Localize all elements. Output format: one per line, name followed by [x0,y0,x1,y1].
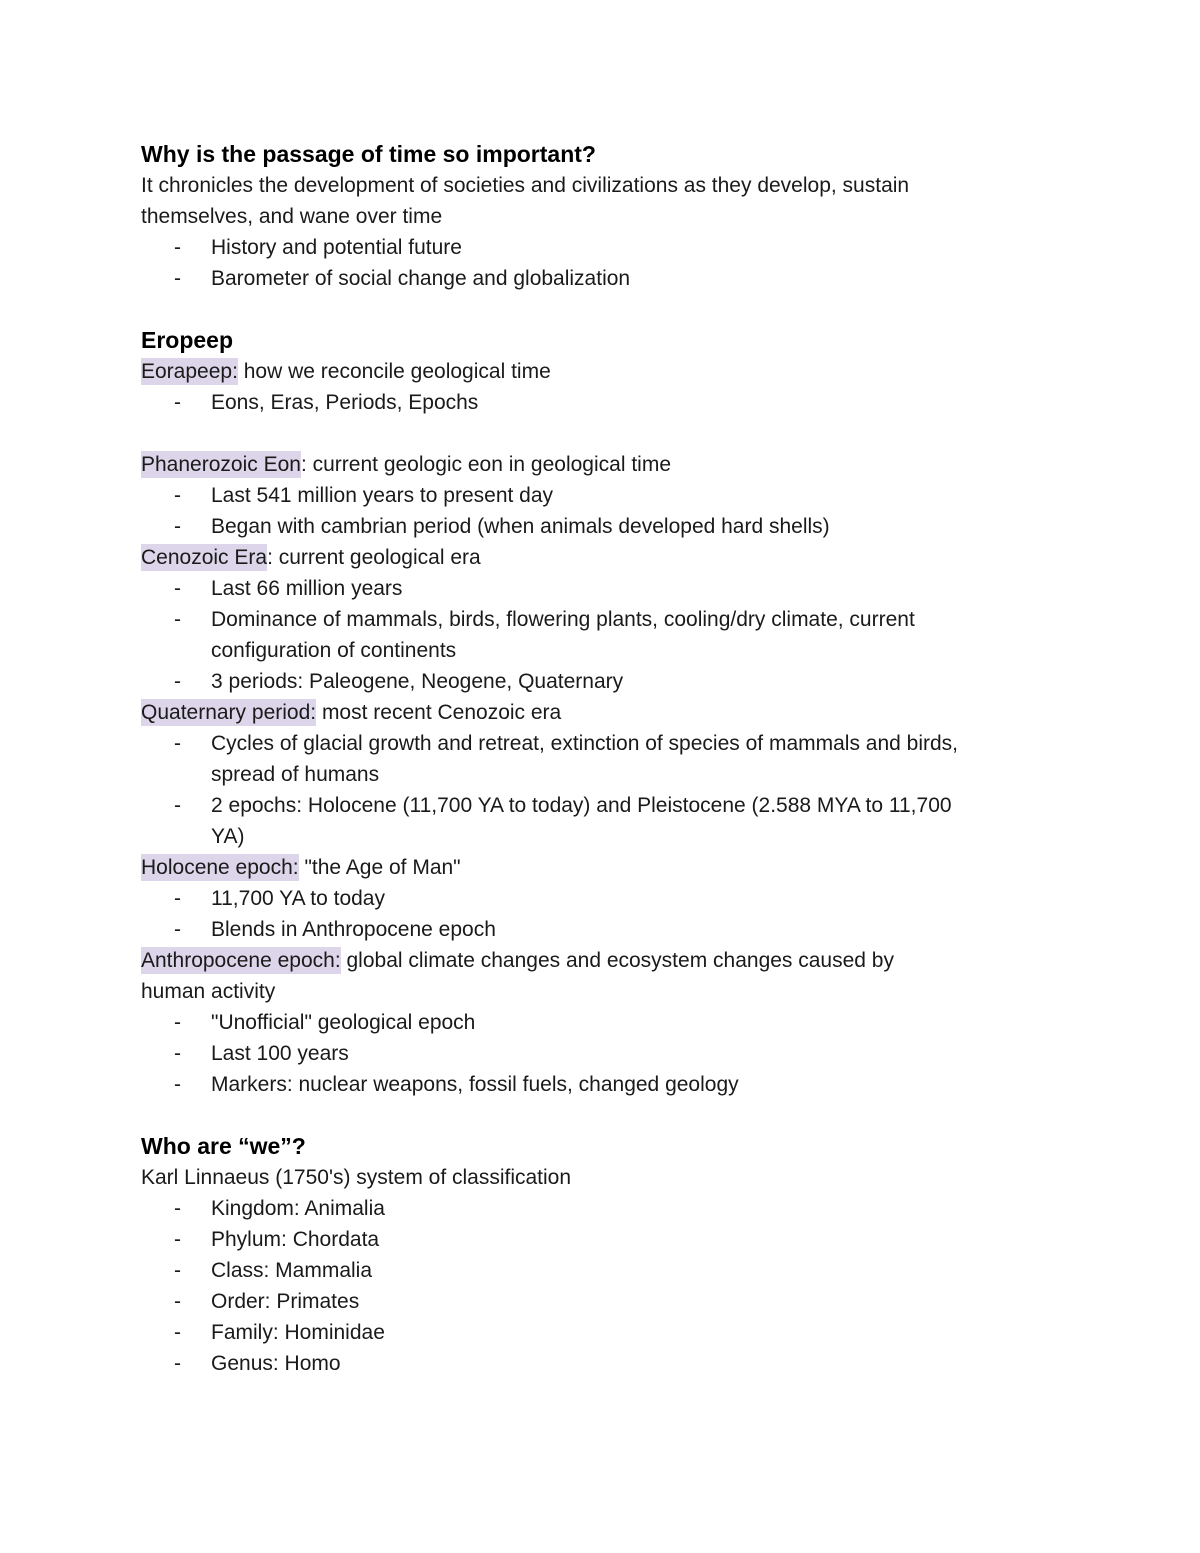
list-item-text: Last 66 million years [211,577,403,600]
bullet-dash: - [174,1011,181,1034]
highlighted-term: Cenozoic Era [141,546,268,569]
blank-line [141,294,1061,325]
list-item-text: Family: Hominidae [211,1321,385,1344]
list-item-text: 11,700 YA to today [211,887,385,910]
highlighted-term: Phanerozoic Eon [141,453,301,476]
list-item [141,604,1061,635]
bullet-dash: - [174,1321,181,1344]
list-item [141,1348,1061,1379]
bullet-dash: - [174,267,181,290]
list-item [141,232,1061,263]
section-heading-passage-of-time: Why is the passage of time so important? [141,141,596,167]
paragraph-line: human activity [141,980,276,1003]
list-item [141,728,1061,759]
bullet-dash: - [174,1042,181,1065]
highlighted-term: Holocene epoch: [141,856,299,879]
bullet-dash: - [174,391,181,414]
list-item-text: "Unofficial" geological epoch [211,1011,476,1034]
bullet-dash: - [174,1197,181,1220]
list-item-text: Barometer of social change and globalization [211,267,631,290]
paragraph-line: themselves, and wane over time [141,205,443,228]
list-item-text: Last 100 years [211,1042,349,1065]
list-item [141,666,1061,697]
definition-text: how we reconcile geological time [237,360,551,383]
bullet-dash: - [174,1352,181,1375]
term-definition [141,449,1061,480]
bullet-dash: - [174,887,181,910]
bullet-dash: - [174,1228,181,1251]
list-item-continuation [141,821,1061,852]
list-item [141,1317,1061,1348]
blank-line [141,418,1061,449]
list-item [141,1286,1061,1317]
definition-text: most recent Cenozoic era [316,701,562,724]
term-definition [141,852,1061,883]
list-item-text: Eons, Eras, Periods, Epochs [211,391,479,414]
bullet-dash: - [174,1290,181,1313]
bullet-dash: - [174,670,181,693]
definition-text: : current geologic eon in geological time [300,453,672,476]
bullet-dash: - [174,577,181,600]
list-item [141,573,1061,604]
list-item-text: 2 epochs: Holocene (11,700 YA to today) and Pleistocene (2.588 MYA to 11,700 [211,794,952,817]
list-item [141,1038,1061,1069]
bullet-dash: - [174,1259,181,1282]
bullet-dash: - [174,732,181,755]
list-item [141,1224,1061,1255]
list-item [141,511,1061,542]
list-item-text: Cycles of glacial growth and retreat, extinction of species of mammals and birds, [211,732,959,755]
list-item [141,914,1061,945]
list-item-text: Kingdom: Animalia [211,1197,385,1220]
definition-text: "the Age of Man" [298,856,461,879]
term-definition [141,542,1061,573]
list-item [141,263,1061,294]
list-item-text: spread of humans [211,763,380,786]
bullet-dash: - [174,794,181,817]
document-page [141,139,1061,1379]
definition-text: global climate changes and ecosystem changes caused by [340,949,894,972]
term-definition [141,697,1061,728]
list-item [141,1255,1061,1286]
list-item-text: YA) [211,825,245,848]
list-item-text: Last 541 million years to present day [211,484,554,507]
term-definition [141,356,1061,387]
bullet-dash: - [174,608,181,631]
list-item-continuation [141,635,1061,666]
highlighted-term: Quaternary period: [141,701,317,724]
term-definition [141,945,1061,976]
definition-text: : current geological era [267,546,481,569]
list-item-text: Order: Primates [211,1290,360,1313]
section-heading-who-are-we: Who are “we”? [141,1133,306,1159]
blank-line [141,1100,1061,1131]
paragraph-line: It chronicles the development of societies and civilizations as they develop, sustain [141,174,910,197]
bullet-dash: - [174,515,181,538]
list-item-text: Phylum: Chordata [211,1228,380,1251]
list-item-text: configuration of continents [211,639,457,662]
list-item-text: History and potential future [211,236,462,259]
list-item-text: Markers: nuclear weapons, fossil fuels, changed geology [211,1073,739,1096]
list-item-continuation [141,759,1061,790]
section-heading-eropeep: Eropeep [141,327,234,353]
paragraph-line: Karl Linnaeus (1750's) system of classification [141,1166,572,1189]
bullet-dash: - [174,1073,181,1096]
list-item-text: 3 periods: Paleogene, Neogene, Quaternary [211,670,624,693]
bullet-dash: - [174,236,181,259]
list-item [141,1007,1061,1038]
list-item-text: Blends in Anthropocene epoch [211,918,496,941]
bullet-dash: - [174,484,181,507]
list-item [141,387,1061,418]
list-item-text: Class: Mammalia [211,1259,373,1282]
highlighted-term: Eorapeep: [141,360,238,383]
list-item [141,790,1061,821]
list-item [141,480,1061,511]
list-item-text: Began with cambrian period (when animals developed hard shells) [211,515,830,538]
bullet-dash: - [174,918,181,941]
list-item [141,1193,1061,1224]
list-item [141,1069,1061,1100]
list-item-text: Dominance of mammals, birds, flowering plants, cooling/dry climate, current [211,608,915,631]
list-item-text: Genus: Homo [211,1352,341,1375]
list-item [141,883,1061,914]
highlighted-term: Anthropocene epoch: [141,949,341,972]
